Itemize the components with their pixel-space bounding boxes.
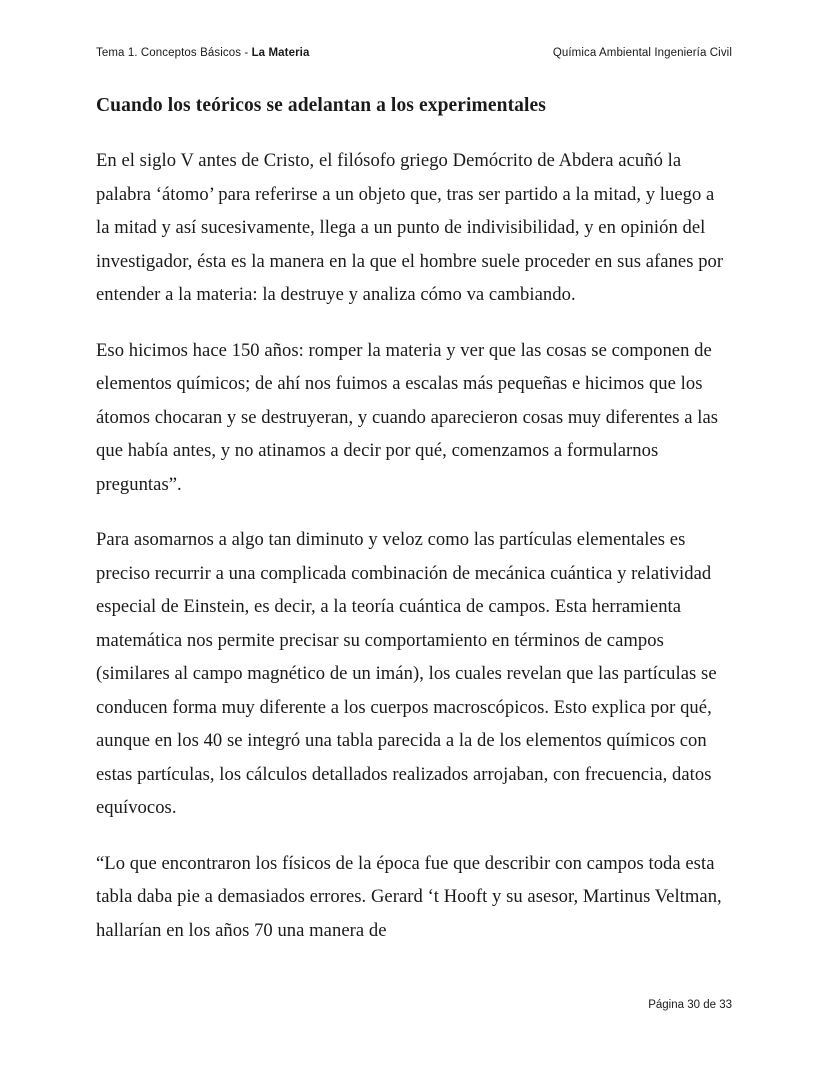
page-number-label: Página 30 de 33 xyxy=(648,999,732,1011)
page-footer xyxy=(96,999,732,1011)
page-title: Cuando los teóricos se adelantan a los experimentales xyxy=(96,95,546,116)
paragraph: En el siglo V antes de Cristo, el filósofo griego Demócrito de Abdera acuñó la palabra ‘átomo’ para referirse a un objeto que, tras ser partido a la mitad, y luego a la mitad y así sucesivamente, llega a un punto de indivisibilidad, y en opinión del investigador, ésta es la manera en la que el hombre suele proceder en sus afanes por entender a la materia: la destruye y analiza cómo va cambiando. xyxy=(96,150,724,306)
paragraph: Para asomarnos a algo tan diminuto y veloz como las partículas elementales es preciso recurrir a una complicada combinación de mecánica cuántica y relatividad especial de Einstein, es decir, a la teoría cuántica de campos. Esta herramienta matemática nos permite precisar su comportamiento en términos de campos (similares al campo magnético de un imán), los cuales revelan que las partículas se conducen forma muy diferente a los cuerpos macroscópicos. Esto explica por qué, aunque en los 40 se integró una tabla parecida a la de los elementos químicos con estas partículas, los cálculos detallados realizados arrojaban, con frecuencia, datos equívocos. xyxy=(96,529,717,819)
header-topic-label: Tema 1. Conceptos Básicos - xyxy=(96,47,252,59)
paragraph: “Lo que encontraron los físicos de la época fue que describir con campos toda esta tabla daba pie a demasiados errores. Gerard ‘t Hooft y su asesor, Martinus Veltman, hallarían en los años 70 una manera de xyxy=(96,852,722,941)
header-course-label: Química Ambiental Ingeniería Civil xyxy=(552,47,732,59)
page-header xyxy=(96,47,732,59)
paragraph: Eso hicimos hace 150 años: romper la materia y ver que las cosas se componen de elementos químicos; de ahí nos fuimos a escalas más pequeñas e hicimos que los átomos chocaran y se destruyeran, y cuando aparecieron cosas muy diferentes a las que había antes, y no atinamos a decir por qué, comenzamos a formularnos preguntas”. xyxy=(96,339,719,495)
document-body xyxy=(96,93,732,947)
header-left-text xyxy=(96,47,309,59)
header-topic-bold: La Materia xyxy=(251,47,310,59)
